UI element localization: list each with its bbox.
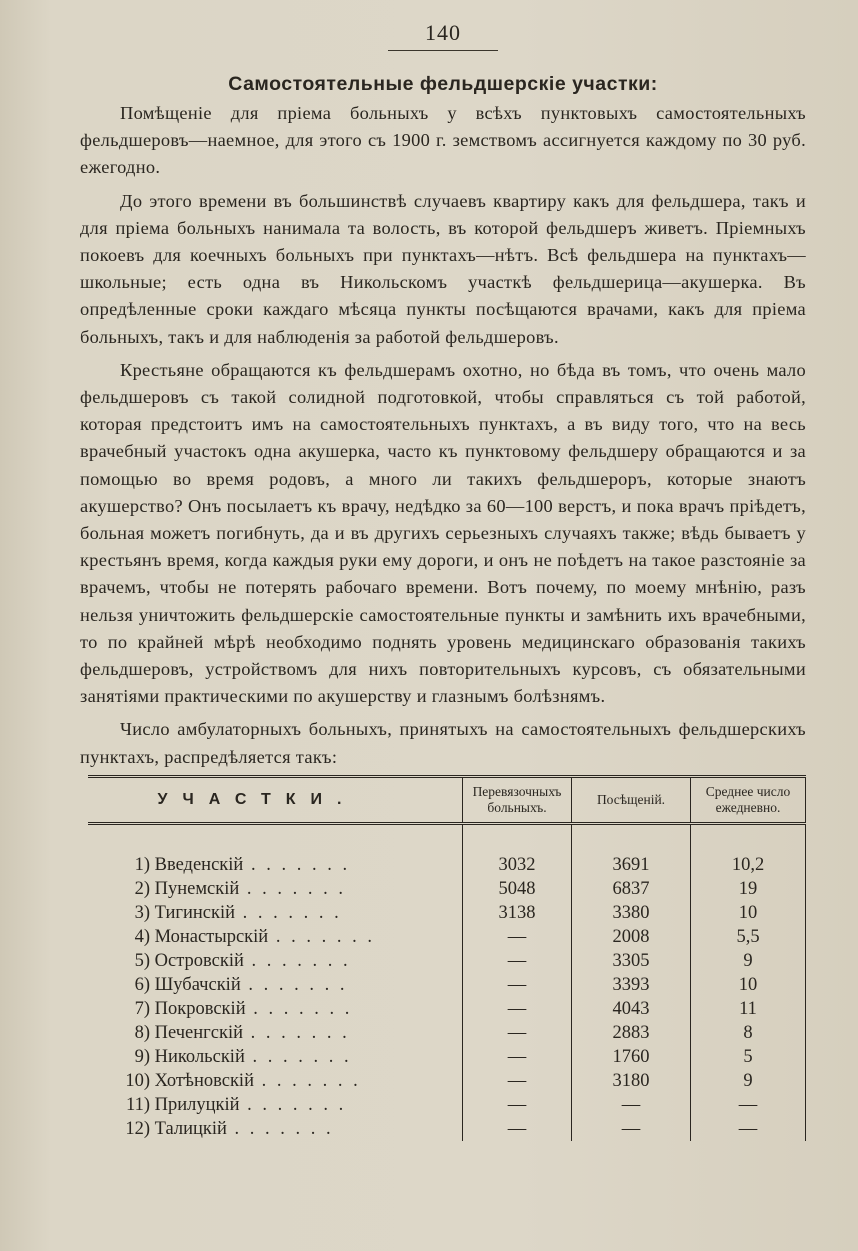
table-row <box>88 1069 806 1093</box>
station-name: Пунемскiй <box>154 878 240 899</box>
dressings-cell: — <box>463 1117 572 1141</box>
paragraph: Помѣщенiе для прiема больныхъ у всѣхъ пунктовыхъ самостоятельныхъ фельдшеровъ—наемное, для этого съ 1900 г. земствомъ ассигнуется каждому по 30 руб. ежегодно. <box>80 103 806 178</box>
daily-cell: 19 <box>691 877 806 901</box>
page-number-rule <box>388 50 498 51</box>
daily-cell: 5 <box>691 1045 806 1069</box>
row-number: 1) <box>134 854 150 875</box>
leader-dots: . . . . . . . <box>239 1094 347 1115</box>
table-row <box>88 877 806 901</box>
station-name: Шубачскiй <box>154 974 241 995</box>
daily-cell: 9 <box>691 1069 806 1093</box>
table-row <box>88 1093 806 1117</box>
row-number: 9) <box>134 1046 150 1067</box>
dressings-cell: 3138 <box>463 901 572 925</box>
station-name-cell <box>88 1045 463 1069</box>
station-name-cell <box>88 877 463 901</box>
table-row <box>88 1045 806 1069</box>
table-row <box>88 997 806 1021</box>
station-name-cell <box>88 1117 463 1141</box>
dressings-cell: — <box>463 997 572 1021</box>
station-name-cell <box>88 1069 463 1093</box>
daily-cell: 9 <box>691 949 806 973</box>
station-name: Никольскiй <box>154 1046 245 1067</box>
daily-cell: 10 <box>691 901 806 925</box>
leader-dots: . . . . . . . <box>268 926 375 947</box>
station-name-cell <box>88 973 463 997</box>
leader-dots: . . . . . . . <box>245 998 353 1019</box>
station-name: Введенскiй <box>154 854 244 875</box>
station-name: Печенгскiй <box>154 1022 243 1043</box>
leader-dots: . . . . . . . <box>253 1070 361 1091</box>
row-number: 8) <box>134 1022 150 1043</box>
header-stations: УЧАСТКИ. <box>88 776 463 823</box>
header-dressings: Перевязочныхъ больныхъ. <box>463 776 572 823</box>
daily-cell: — <box>691 1093 806 1117</box>
table-spacer-row <box>88 823 806 853</box>
station-name: Покровскiй <box>154 998 246 1019</box>
table-row <box>88 925 806 949</box>
daily-cell: — <box>691 1117 806 1141</box>
leader-dots: . . . . . . . <box>243 854 351 875</box>
row-number: 11) <box>126 1094 150 1115</box>
table-header-row <box>88 776 806 823</box>
leader-dots: . . . . . . . <box>244 1046 352 1067</box>
daily-cell: 8 <box>691 1021 806 1045</box>
table-row <box>88 1117 806 1141</box>
leader-dots: . . . . . . . <box>239 878 347 899</box>
table-row <box>88 973 806 997</box>
dressings-cell: — <box>463 1021 572 1045</box>
paragraph: До этого времени въ большинствѣ случаевъ квартиру какъ для фельдшера, такъ и для прiема больныхъ нанимала та волость, въ которой фельдшеръ живетъ. Прiемныхъ покоевъ для коечныхъ больныхъ при пунктахъ—нѣтъ. Всѣ фельдшера на пунктахъ—школьные; есть одна въ Никольскомъ участкѣ фельдшерица—акушерка. Въ опредѣленные сроки каждаго мѣсяца пункты посѣщаются врачами, какъ для прiема больныхъ, такъ и для наблюденiя за работой фельдшеровъ. <box>80 190 806 347</box>
daily-cell: 11 <box>691 997 806 1021</box>
section-title: Самостоятельные фельдшерскiе участки: <box>228 73 658 95</box>
header-daily: Среднее число ежедневно. <box>691 776 806 823</box>
visits-cell: 4043 <box>572 997 691 1021</box>
paragraph: Крестьяне обращаются къ фельдшерамъ охотно, но бѣда въ томъ, что очень мало фельдшеровъ съ такой солидной подготовкой, чтобы справляться съ той работой, которая предстоитъ имъ на самостоятельныхъ пунктахъ, а въ виду того, что на весь врачебный участокъ одна акушерка, часто къ пунктовому фельдшеру обращаются и за помощью во время родовъ, а много ли такихъ фельдшероръ, которые знаютъ акушерство? Онъ посылаетъ къ врачу, недѣдко за 60—100 верстъ, и пока врачъ прiѣдетъ, больная можетъ погибнуть, да и въ другихъ серьезныхъ случаяхъ также; вѣдь бываетъ у крестьянъ время, когда каждыя руки ему дороги, и онъ не поѣдетъ на такое разстоянiе за врачемъ, чтобы не потерять рабочаго времени. Вотъ почему, по моему мнѣнiю, разъ нельзя уничтожить фельдшерскiе самостоятельные пункты и замѣнить ихъ врачебными, то по крайней мѣрѣ необходимо поднять уровень медицинскаго образованiя такихъ фельдшеровъ, устройствомъ для нихъ повторительныхъ курсовъ, съ обязательными занятiями практическими по акушерству и глазнымъ болѣзнямъ. <box>80 359 806 707</box>
dressings-cell: — <box>463 1069 572 1093</box>
visits-cell: 2883 <box>572 1021 691 1045</box>
table-row <box>88 949 806 973</box>
dressings-cell: 5048 <box>463 877 572 901</box>
stations-table <box>88 775 806 1141</box>
station-name: Хотѣновскiй <box>154 1070 254 1091</box>
row-number: 10) <box>125 1070 150 1091</box>
row-number: 7) <box>134 998 150 1019</box>
leader-dots: . . . . . . . <box>242 1022 350 1043</box>
dressings-cell: — <box>463 1093 572 1117</box>
visits-cell: 2008 <box>572 925 691 949</box>
daily-cell: 10,2 <box>691 853 806 877</box>
header-visits: Посѣщенiй. <box>572 776 691 823</box>
table-body <box>88 823 806 1141</box>
station-name-cell <box>88 997 463 1021</box>
station-name: Прилуцкiй <box>154 1094 240 1115</box>
table-row <box>88 853 806 877</box>
station-name: Тигинскiй <box>154 902 235 923</box>
station-name-cell <box>88 1093 463 1117</box>
dressings-cell: — <box>463 925 572 949</box>
row-number: 5) <box>134 950 150 971</box>
leader-dots: . . . . . . . <box>226 1118 334 1139</box>
row-number: 6) <box>134 974 150 995</box>
visits-cell: 3305 <box>572 949 691 973</box>
page-number: 140 <box>425 20 461 45</box>
station-name-cell <box>88 901 463 925</box>
visits-cell: — <box>572 1093 691 1117</box>
dressings-cell: — <box>463 1045 572 1069</box>
visits-cell: 3180 <box>572 1069 691 1093</box>
visits-cell: 3380 <box>572 901 691 925</box>
visits-cell: 6837 <box>572 877 691 901</box>
station-name-cell <box>88 853 463 877</box>
dressings-cell: 3032 <box>463 853 572 877</box>
station-name: Монастырскiй <box>154 926 269 947</box>
visits-cell: 3691 <box>572 853 691 877</box>
station-name-cell <box>88 1021 463 1045</box>
daily-cell: 5,5 <box>691 925 806 949</box>
dressings-cell: — <box>463 949 572 973</box>
dressings-cell: — <box>463 973 572 997</box>
daily-cell: 10 <box>691 973 806 997</box>
station-name: Талицкiй <box>154 1118 227 1139</box>
station-name: Островскiй <box>154 950 244 971</box>
leader-dots: . . . . . . . <box>235 902 342 923</box>
row-number: 12) <box>125 1118 150 1139</box>
table-row <box>88 901 806 925</box>
table-row <box>88 1021 806 1045</box>
visits-cell: 3393 <box>572 973 691 997</box>
row-number: 3) <box>134 902 150 923</box>
leader-dots: . . . . . . . <box>240 974 348 995</box>
leader-dots: . . . . . . . <box>243 950 351 971</box>
visits-cell: — <box>572 1117 691 1141</box>
table-intro: Число амбулаторныхъ больныхъ, принятыхъ на самостоятельныхъ фельдшерскихъ пунктахъ, распредѣляется такъ: <box>80 719 806 767</box>
row-number: 4) <box>134 926 150 947</box>
visits-cell: 1760 <box>572 1045 691 1069</box>
row-number: 2) <box>134 878 150 899</box>
station-name-cell <box>88 925 463 949</box>
station-name-cell <box>88 949 463 973</box>
